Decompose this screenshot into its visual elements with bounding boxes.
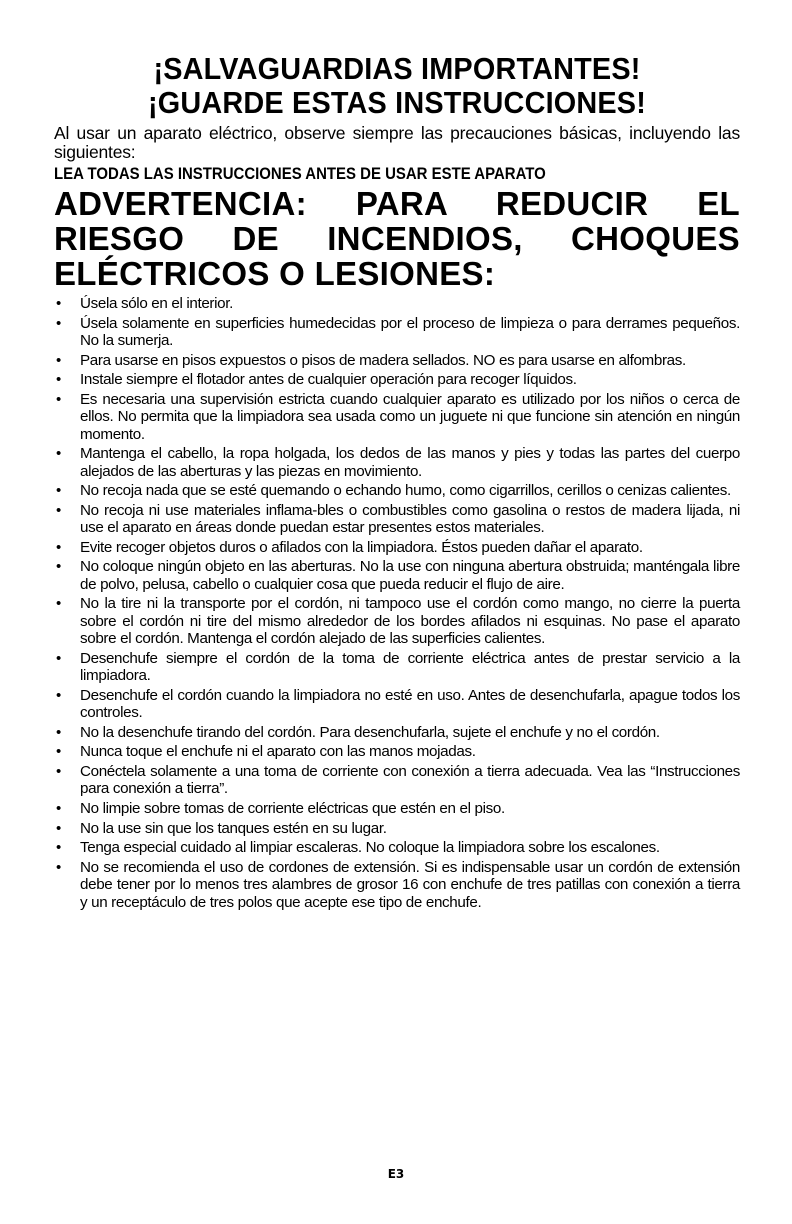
list-item-text: No limpie sobre tomas de corriente eléctricas que estén en el piso. <box>80 799 505 817</box>
bullet-icon: • <box>56 839 61 857</box>
list-item-text: No la desenchufe tirando del cordón. Para desenchufarla, sujete el enchufe y no el cordón. <box>80 723 660 741</box>
page-title-line-1: ¡SALVAGUARDIAS IMPORTANTES! <box>153 51 641 86</box>
list-item-text: No recoja nada que se esté quemando o echando humo, como cigarrillos, cerillos o cenizas calientes. <box>80 482 731 500</box>
bullet-icon: • <box>56 762 61 780</box>
list-item <box>54 859 740 911</box>
bullet-icon: • <box>56 799 61 817</box>
list-item <box>54 295 740 312</box>
list-item-text: Conéctela solamente a una toma de corriente con conexión a tierra adecuada. Vea las “Instrucciones para conexión a tierra”. <box>80 762 740 798</box>
list-item <box>54 743 740 760</box>
list-item-text: No recoja ni use materiales inflama-bles o combustibles como gasolina o restos de madera lijada, ni use el aparato en áreas donde puedan estar presentes estos materiales. <box>80 501 740 537</box>
safety-list <box>54 295 740 911</box>
list-item-text: Nunca toque el enchufe ni el aparato con las manos mojadas. <box>80 743 476 761</box>
list-item-text: Úsela sólo en el interior. <box>80 295 233 312</box>
bullet-icon: • <box>56 686 61 704</box>
list-item-text: Tenga especial cuidado al limpiar escaleras. No coloque la limpiadora sobre los escalones. <box>80 839 660 857</box>
read-all-instructions-heading: LEA TODAS LAS INSTRUCCIONES ANTES DE USAR ESTE APARATO <box>54 164 546 183</box>
list-item <box>54 315 740 350</box>
list-item-text: Úsela solamente en superficies humedecidas por el proceso de limpieza o para derrames pequeños. No la sumerja. <box>80 314 740 349</box>
bullet-icon: • <box>56 858 61 876</box>
list-item <box>54 482 740 499</box>
list-item-text: Instale siempre el flotador antes de cualquier operación para recoger líquidos. <box>80 371 577 389</box>
list-item <box>54 650 740 685</box>
list-item-text: Desenchufe siempre el cordón de la toma de corriente eléctrica antes de prestar servicio a la limpiadora. <box>80 649 740 685</box>
bullet-icon: • <box>56 743 61 761</box>
list-item <box>54 687 740 722</box>
list-item <box>54 352 740 369</box>
bullet-icon: • <box>56 595 61 613</box>
warning-heading: ADVERTENCIA: PARA REDUCIR EL RIESGO DE INCENDIOS, CHOQUES ELÉCTRICOS O LESIONES: <box>54 185 740 292</box>
page-number: E3 <box>387 1167 405 1181</box>
bullet-icon: • <box>56 371 61 389</box>
bullet-icon: • <box>56 314 61 332</box>
bullet-icon: • <box>56 445 61 463</box>
list-item-text: Desenchufe el cordón cuando la limpiadora no esté en uso. Antes de desenchufarla, apague todos los controles. <box>80 686 740 722</box>
bullet-icon: • <box>56 649 61 667</box>
list-item-text: Para usarse en pisos expuestos o pisos de madera sellados. NO es para usarse en alfombras. <box>80 351 686 369</box>
list-item-text: Evite recoger objetos duros o afilados con la limpiadora. Éstos pueden dañar el aparato. <box>80 538 643 556</box>
list-item <box>54 724 740 741</box>
bullet-icon: • <box>56 390 61 408</box>
list-item-text: No coloque ningún objeto en las aberturas. No la use con ninguna abertura obstruida; manténgala libre de polvo, pelusa, cabello o cualquier cosa que pueda reducir el flujo de aire. <box>80 558 740 593</box>
list-item <box>54 800 740 817</box>
bullet-icon: • <box>56 295 61 312</box>
bullet-icon: • <box>56 351 61 369</box>
list-item-text: Mantenga el cabello, la ropa holgada, los dedos de las manos y pies y todas las partes del cuerpo alejados de las aberturas y las piezas en movimiento. <box>80 445 740 480</box>
list-item <box>54 595 740 647</box>
list-item <box>54 539 740 556</box>
list-item <box>54 391 740 443</box>
intro-paragraph: Al usar un aparato eléctrico, observe siempre las precauciones básicas, incluyendo las siguientes: <box>54 123 740 162</box>
list-item <box>54 820 740 837</box>
bullet-icon: • <box>56 723 61 741</box>
bullet-icon: • <box>56 482 61 500</box>
list-item <box>54 445 740 480</box>
list-item-text: No se recomienda el uso de cordones de extensión. Si es indispensable usar un cordón de extensión debe tener por lo menos tres alambres de grosor 16 con enchufe de tres patillas con conexión a tierra y un receptáculo de tres polos que acepte ese tipo de enchufe. <box>80 858 740 911</box>
list-item <box>54 839 740 856</box>
list-item <box>54 502 740 537</box>
list-item <box>54 371 740 388</box>
list-item-text: Es necesaria una supervisión estricta cuando cualquier aparato es utilizado por los niños o cerca de ellos. No permita que la limpiadora sea usada como un juguete ni que funcione sin atención en ningún momento. <box>80 390 740 443</box>
bullet-icon: • <box>56 819 61 837</box>
bullet-icon: • <box>56 538 61 556</box>
bullet-icon: • <box>56 558 61 576</box>
safety-page <box>54 52 740 913</box>
list-item <box>54 763 740 798</box>
bullet-icon: • <box>56 501 61 519</box>
list-item-text: No la use sin que los tanques estén en su lugar. <box>80 819 387 837</box>
list-item-text: No la tire ni la transporte por el cordón, ni tampoco use el cordón como mango, no cierre la puerta sobre el cordón ni tire del mismo alrededor de los bordes afilados ni esquinas. No pase el aparato sobre el cordón. Mantenga el cordón alejado de las superficies calientes. <box>80 595 740 648</box>
list-item <box>54 558 740 593</box>
page-title-line-2: ¡GUARDE ESTAS INSTRUCCIONES! <box>147 85 647 120</box>
